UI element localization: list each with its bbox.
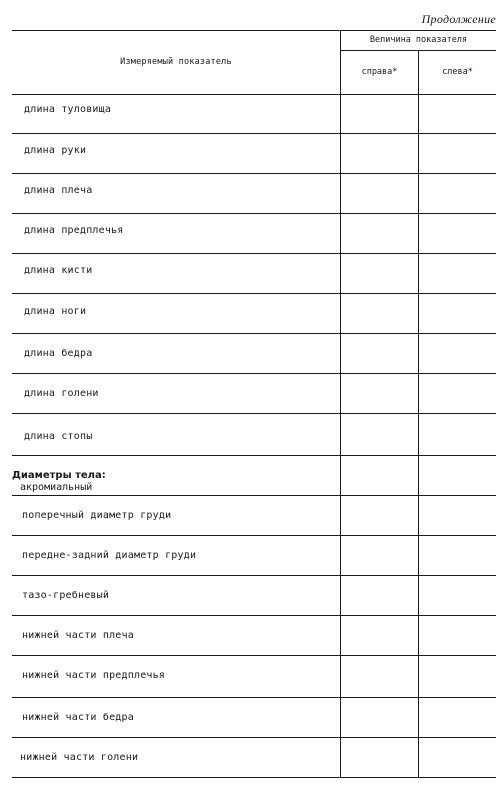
row-label-lower-thigh: нижней части бедра	[22, 712, 134, 723]
row-label-transverse-chest: поперечный диаметр груди	[22, 510, 172, 521]
row-separator	[12, 333, 496, 334]
row-label-iliac-crest: тазо-гребневый	[22, 590, 110, 601]
row-label-lower-forearm: нижней части предплечья	[22, 670, 166, 681]
row-separator	[12, 535, 496, 536]
row-separator	[12, 495, 496, 496]
row-label-hand-length: длина кисти	[24, 265, 93, 276]
row-label-thigh-length: длина бедра	[24, 348, 93, 359]
row-label-forearm-length: длина предплечья	[24, 225, 124, 236]
row-label-torso-length: длина туловища	[24, 104, 112, 115]
row-separator	[12, 413, 496, 414]
row-label-foot-length: длина стопы	[24, 431, 93, 442]
row-separator	[12, 575, 496, 576]
value-group-header: Величина показателя	[369, 35, 468, 45]
measure-column-header: Измеряемый показатель	[120, 57, 232, 67]
left-side-header: слева*	[442, 67, 473, 77]
row-separator	[12, 615, 496, 616]
row-label-anteroposterior-chest: передне-задний диаметр груди	[22, 550, 197, 561]
header-bottom-border	[12, 94, 496, 95]
row-label-shoulder-length: длина плеча	[24, 185, 93, 196]
row-separator	[12, 737, 496, 738]
row-separator	[12, 373, 496, 374]
row-label-lower-shin: нижней части голени	[20, 752, 139, 763]
row-separator	[12, 253, 496, 254]
row-separator	[12, 213, 496, 214]
row-separator	[12, 133, 496, 134]
row-separator	[12, 173, 496, 174]
row-separator	[12, 697, 496, 698]
row-label-shin-length: длина голени	[24, 388, 99, 399]
column-divider-value	[340, 30, 341, 778]
column-divider-sides	[418, 50, 419, 778]
row-label-arm-length: длина руки	[24, 145, 87, 156]
right-side-header: справа*	[361, 67, 398, 77]
section-title: Диаметры тела:	[12, 470, 106, 481]
row-label-lower-shoulder: нижней части плеча	[22, 630, 134, 641]
row-separator	[12, 293, 496, 294]
row-label-acromial: акромиальный	[20, 482, 93, 493]
row-label-leg-length: длина ноги	[24, 306, 87, 317]
row-separator	[12, 655, 496, 656]
continuation-label: Продолжение	[421, 12, 496, 26]
row-separator	[12, 455, 496, 456]
table-bottom-border	[12, 777, 496, 778]
